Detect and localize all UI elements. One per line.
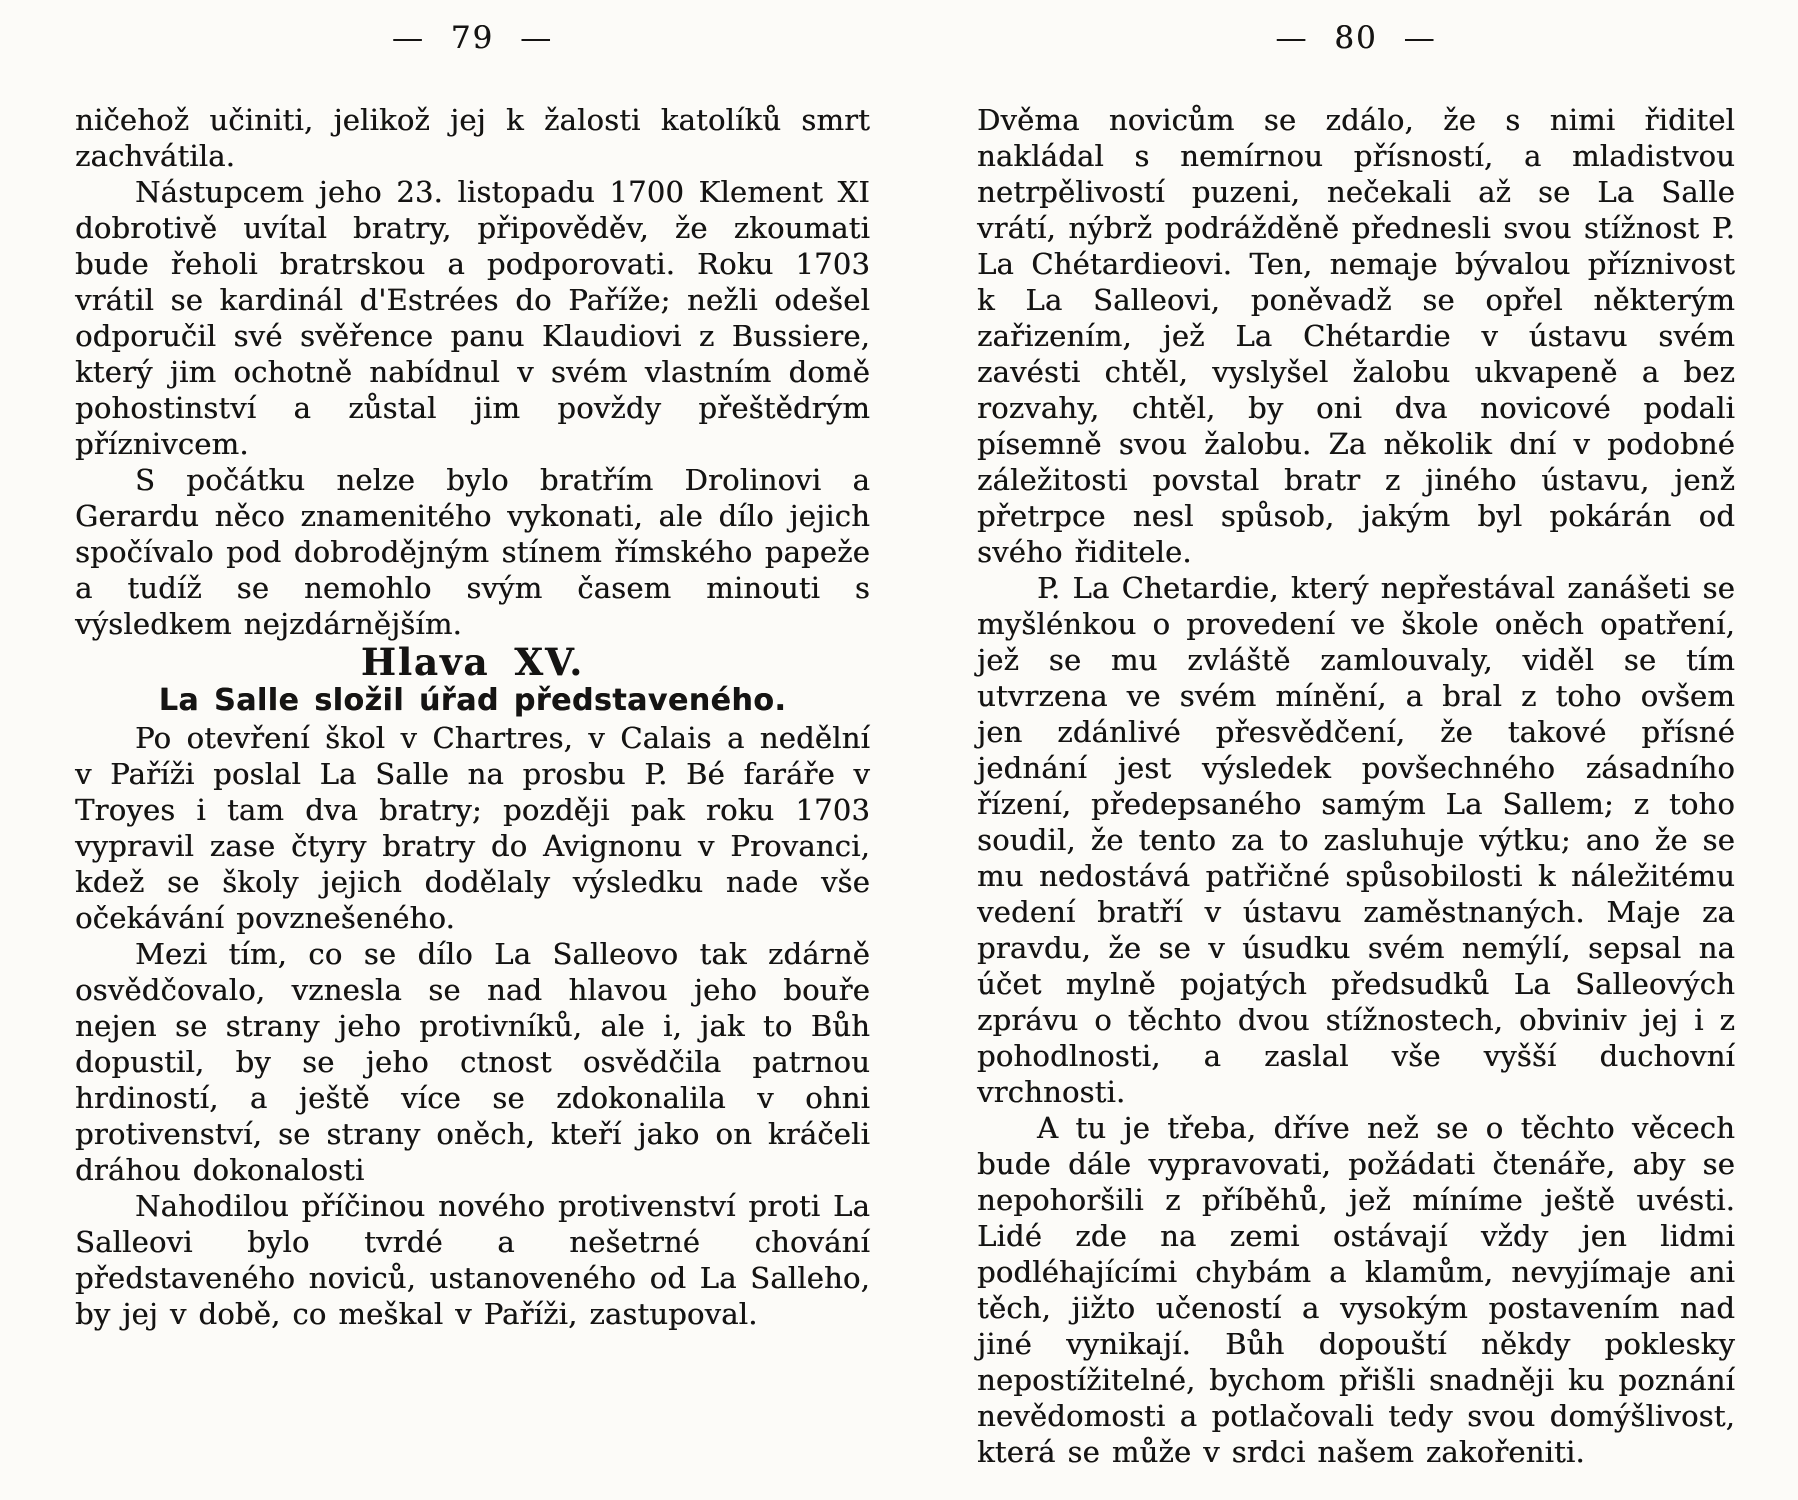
paragraph: ničehož učiniti, jelikož jej k žalosti katolíků smrt zachvátila. (75, 103, 870, 173)
paragraph: P. La Chetardie, který nepřestával zanášeti se myšlénkou o provedení ve škole oněch opatření, jež se mu zvláště zamlouvaly, viděl se tím utvrzena ve svém mínění, a bral z toho ovšem jen zdánlivé přesvědčení, že takové přísné jednání jest výsledek povšechného zásadního řízení, předepsaného samým La Sallem; z toho soudil, že tento za to zasluhuje výtku; ano že se mu nedostává patřičné spůsobilosti k náležitému vedení bratří v ústavu zaměstnaných. Maje za pravdu, že se v úsudku svém nemýlí, sepsal na účet mylně pojatých předsudků La Salleových zprávu o těchto dvou stížnostech, obviniv jej i z pohodlnosti, a zaslal vše vyšší duchovní vrchnosti. (977, 571, 1735, 1109)
left-page-number: — 79 — (391, 20, 554, 56)
left-page-column (75, 0, 870, 1332)
paragraph: Nástupcem jeho 23. listopadu 1700 Klement XI dobrotivě uvítal bratry, připověděv, že zkoumati bude řeholi bratrskou a podporovati. Roku 1703 vrátil se kardinál d'Estrées do Paříže; nežli odešel odporučil své svěřence panu Klaudiovi z Bussiere, který jim ochotně nabídnul v svém vlastním domě pohostinství a zůstal jim povždy přeštědrým příznivcem. (75, 175, 870, 461)
right-page-body (977, 102, 1735, 1470)
paragraph: A tu je třeba, dříve než se o těchto věcech bude dále vypravovati, požádati čtenáře, aby se nepohoršili z příběhů, jež míníme ještě uvésti. Lidé zde na zemi ostávají vždy jen lidmi podléhajícími chybám a klamům, nevyjímaje ani těch, jižto učeností a vysokým postavením nad jiné vynikají. Bůh dopouští někdy poklesky nepostížitelné, bychom přišli snadněji ku poznání nevědomosti a potlačovali tedy svou domýšlivost, která se může v srdci našem zakořeniti. (977, 1111, 1735, 1469)
paragraph: Nahodilou příčinou nového protivenství proti La Salleovi bylo tvrdé a nešetrné chování představeného noviců, ustanoveného od La Salleho, by jej v době, co meškal v Paříži, zastupoval. (75, 1189, 870, 1331)
paragraph: S počátku nelze bylo bratřím Drolinovi a Gerardu něco znamenitého vykonati, ale dílo jejich spočívalo pod dobrodějným stínem římského papeže a tudíž se nemohlo svým časem minouti s výsledkem nejzdárnějším. (75, 463, 870, 641)
left-page-body (75, 102, 870, 1332)
paragraph: Dvěma novicům se zdálo, že s nimi řiditel nakládal s nemírnou přísností, a mladistvou netrpělivostí puzeni, nečekali až se La Salle vrátí, nýbrž podrážděně přednesli svou stížnost P. La Chétardieovi. Ten, nemaje bývalou příznivost k La Salleovi, poněvadž se opřel některým zařizením, jež La Chétardie v ústavu svém zavésti chtěl, vyslyšel žalobu ukvapeně a bez rozvahy, chtěl, by oni dva novicové podali písemně svou žalobu. Za několik dní v podobné záležitosti povstal bratr z jiného ústavu, jenž přetrpce nesl spůsob, jakým byl pokárán od svého řiditele. (977, 103, 1735, 569)
right-page-number: — 80 — (1275, 20, 1437, 56)
chapter-subheading: La Salle složil úřad představeného. (158, 683, 787, 718)
chapter-heading: Hlava XV. (360, 640, 585, 684)
right-page-column (977, 0, 1735, 1470)
paragraph: Mezi tím, co se dílo La Salleovo tak zdárně osvědčovalo, vznesla se nad hlavou jeho bouře nejen se strany jeho protivníků, ale i, jak to Bůh dopustil, by se jeho ctnost osvědčila patrnou hrdiností, a ještě více se zdokonalila v ohni protivenství, se strany oněch, kteří jako on kráčeli dráhou dokonalosti (75, 937, 870, 1187)
paragraph: Po otevření škol v Chartres, v Calais a nedělní v Paříži poslal La Salle na prosbu P. Bé faráře v Troyes i tam dva bratry; později pak roku 1703 vypravil zase čtyry bratry do Avignonu v Provanci, kdež se školy jejich dodělaly výsledku nade vše očekávání povznešeného. (75, 721, 870, 935)
